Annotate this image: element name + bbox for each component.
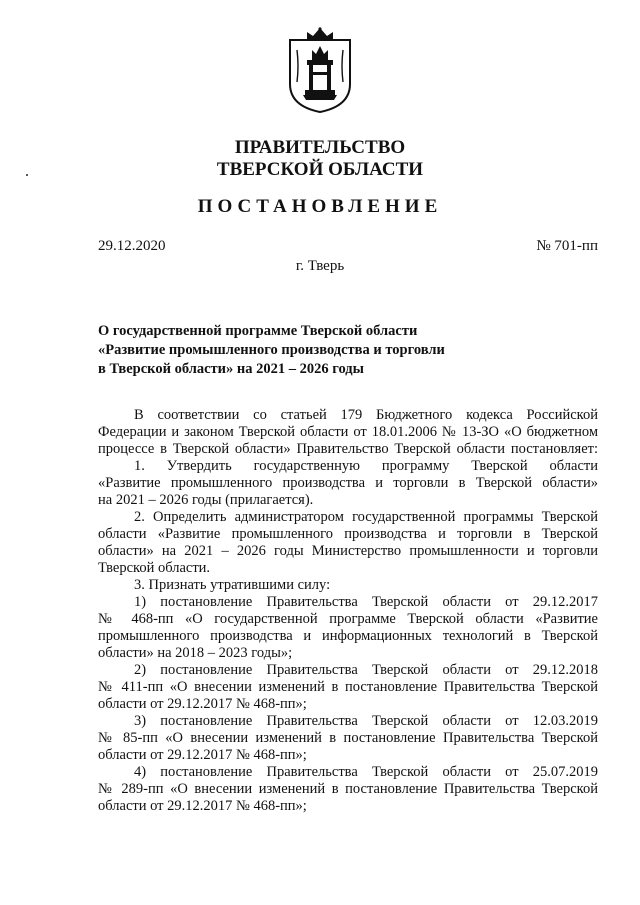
body-line: № 85-пп «О внесении изменений в постановление Правительства Тверской	[98, 730, 598, 746]
body-line: № 468-пп «О государственной программе Тверской области «Развитие	[98, 611, 598, 627]
body-line: процессе в Тверской области» Правительство Тверской области постановляет:	[98, 441, 598, 457]
body-line: В соответствии со статьей 179 Бюджетного кодекса Российской	[134, 407, 598, 423]
title-line: в Тверской области» на 2021 – 2026 годы	[98, 361, 364, 377]
document-title	[98, 322, 445, 379]
org-name-line2: ТВЕРСКОЙ ОБЛАСТИ	[216, 159, 424, 180]
body-line: 3. Признать утратившими силу:	[134, 577, 331, 593]
document-date: 29.12.2020	[98, 238, 166, 254]
body-line: 4) постановление Правительства Тверской области от 25.07.2019	[134, 764, 598, 780]
document-type: ПОСТАНОВЛЕНИЕ	[197, 196, 443, 217]
body-line: области от 29.12.2017 № 468-пп»;	[98, 798, 307, 814]
body-line: области» на 2018 – 2023 годы»;	[98, 645, 293, 661]
document-number: № 701-пп	[536, 238, 598, 254]
body-line: области от 29.12.2017 № 468-пп»;	[98, 696, 307, 712]
body-line: области «Развитие промышленного производства и торговли в Тверской	[98, 526, 598, 542]
coat-of-arms-icon	[287, 26, 353, 114]
body-line: 1. Утвердить государственную программу Тверской области	[134, 458, 598, 474]
document-body	[98, 407, 598, 815]
org-name-line1: ПРАВИТЕЛЬСТВО	[234, 137, 406, 158]
body-line: № 411-пп «О внесении изменений в постановление Правительства Тверской	[98, 679, 598, 695]
body-line: 3) постановление Правительства Тверской области от 12.03.2019	[134, 713, 598, 729]
title-line: О государственной программе Тверской области	[98, 323, 418, 339]
body-line: на 2021 – 2026 годы (прилагается).	[98, 492, 314, 508]
body-line: области» на 2021 – 2026 годы Министерство промышленности и торговли	[98, 543, 598, 559]
body-line: «Развитие промышленного производства и торговли в Тверской области»	[98, 475, 598, 491]
title-line: «Развитие промышленного производства и торговли	[98, 342, 445, 358]
body-line: области от 29.12.2017 № 468-пп»;	[98, 747, 307, 763]
body-line: 1) постановление Правительства Тверской области от 29.12.2017	[134, 594, 598, 610]
body-line: 2. Определить администратором государственной программы Тверской	[134, 509, 598, 525]
body-line: Федерации и законом Тверской области от 18.01.2006 № 13-ЗО «О бюджетном	[98, 424, 598, 440]
body-line: Тверской области.	[98, 560, 211, 576]
document-city: г. Тверь	[295, 258, 345, 274]
body-line: 2) постановление Правительства Тверской области от 29.12.2018	[134, 662, 598, 678]
body-line: промышленного производства и информационных технологий в Тверской	[98, 628, 598, 644]
body-line: № 289-пп «О внесении изменений в постановление Правительства Тверской	[98, 781, 598, 797]
